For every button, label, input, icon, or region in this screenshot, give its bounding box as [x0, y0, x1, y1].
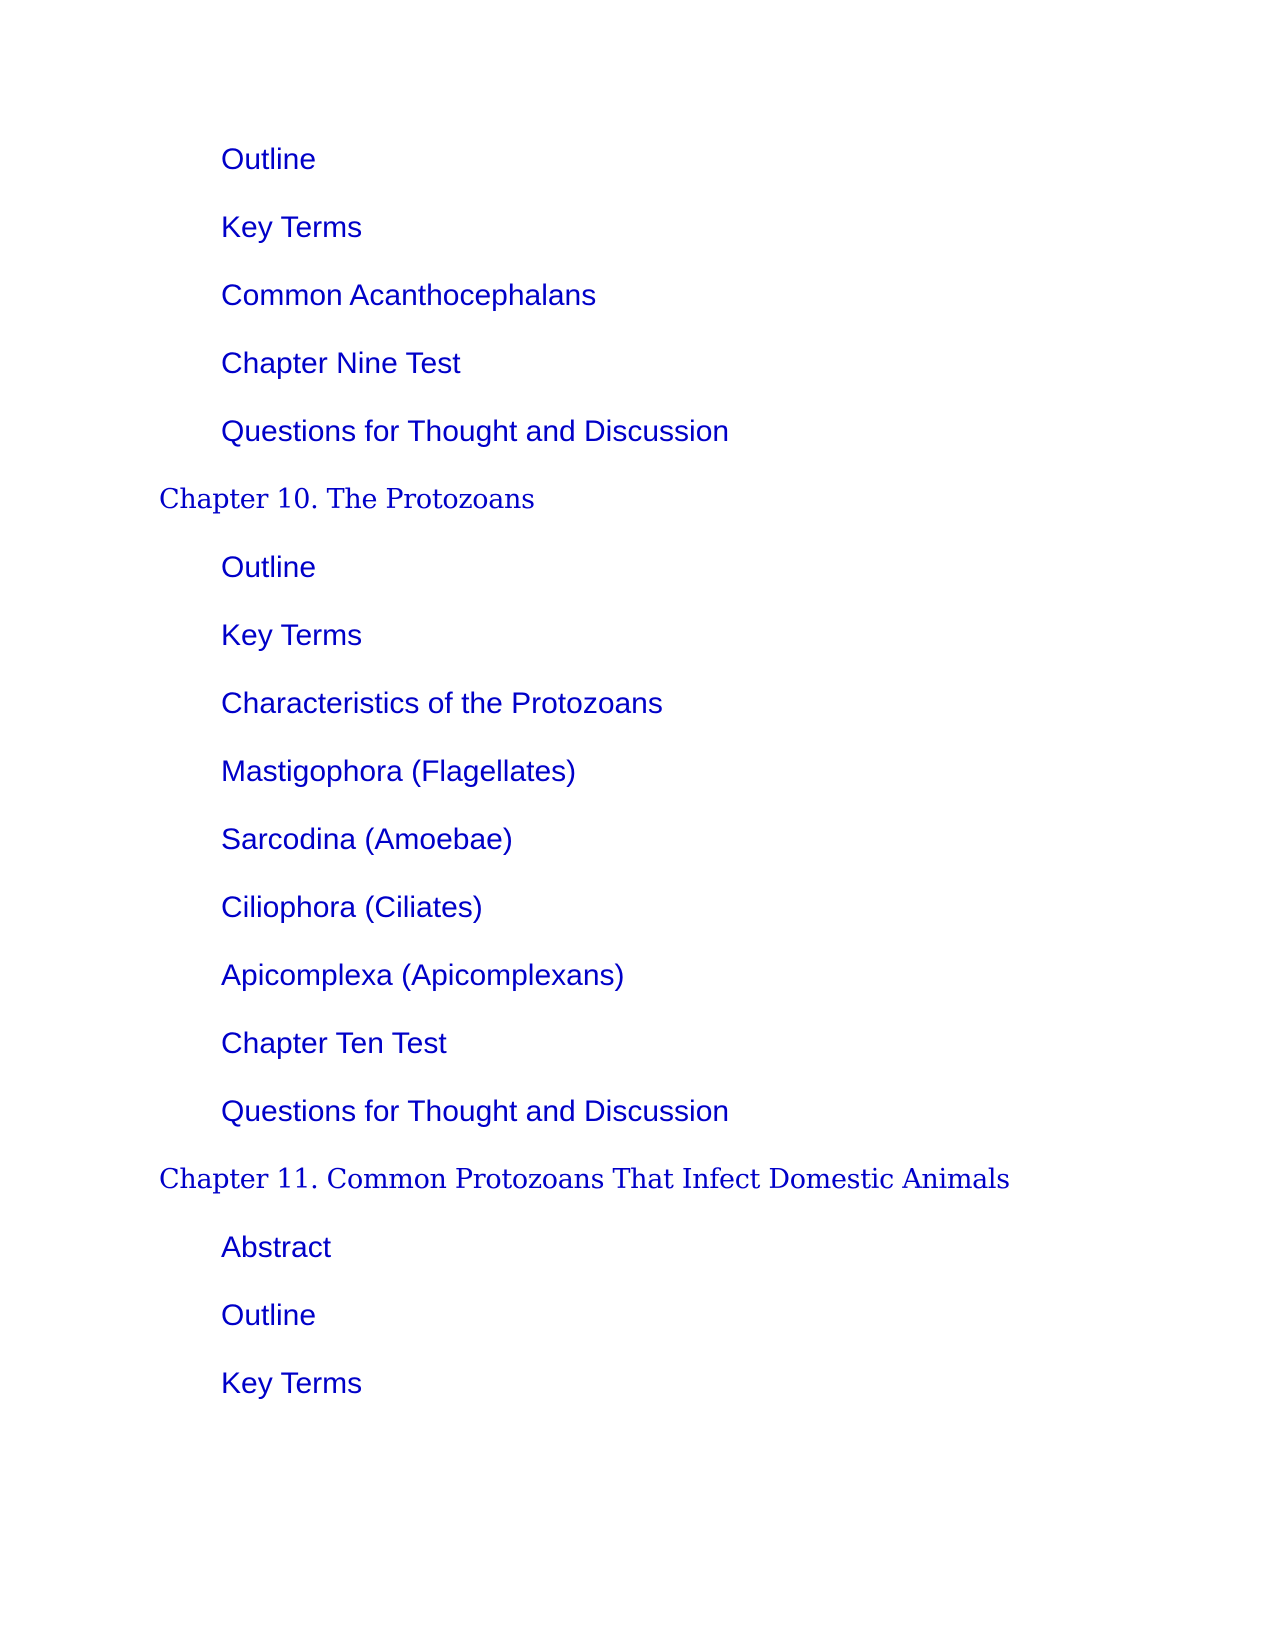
- toc-link-key-terms[interactable]: Key Terms: [221, 619, 363, 652]
- toc-link-questions-discussion[interactable]: Questions for Thought and Discussion: [221, 415, 730, 448]
- toc-link-key-terms[interactable]: Key Terms: [221, 211, 363, 244]
- toc-link-sarcodina[interactable]: Sarcodina (Amoebae): [221, 823, 513, 856]
- chapter-11-group: [0, 1163, 1275, 1401]
- toc-link-outline[interactable]: Outline: [221, 551, 317, 584]
- toc-link-characteristics-protozoans[interactable]: Characteristics of the Protozoans: [221, 687, 663, 720]
- chapter-10-group: [0, 483, 1275, 1129]
- table-of-contents: [0, 143, 1275, 1435]
- toc-link-ciliophora[interactable]: Ciliophora (Ciliates): [221, 891, 483, 924]
- toc-link-questions-discussion[interactable]: Questions for Thought and Discussion: [221, 1095, 730, 1128]
- toc-link-key-terms[interactable]: Key Terms: [221, 1367, 363, 1400]
- toc-link-apicomplexa[interactable]: Apicomplexa (Apicomplexans): [221, 959, 625, 992]
- toc-chapter-11-title[interactable]: Chapter 11. Common Protozoans That Infect Domestic Animals: [159, 1164, 1010, 1195]
- toc-link-outline[interactable]: Outline: [221, 1299, 317, 1332]
- toc-link-chapter-nine-test[interactable]: Chapter Nine Test: [221, 347, 461, 380]
- toc-link-chapter-ten-test[interactable]: Chapter Ten Test: [221, 1027, 447, 1060]
- toc-link-outline[interactable]: Outline: [221, 143, 317, 176]
- toc-link-abstract[interactable]: Abstract: [221, 1231, 332, 1264]
- toc-chapter-10-title[interactable]: Chapter 10. The Protozoans: [159, 484, 535, 515]
- chapter-9-continued-group: [0, 143, 1275, 449]
- toc-link-mastigophora[interactable]: Mastigophora (Flagellates): [221, 755, 577, 788]
- toc-link-common-acanthocephalans[interactable]: Common Acanthocephalans: [221, 279, 597, 312]
